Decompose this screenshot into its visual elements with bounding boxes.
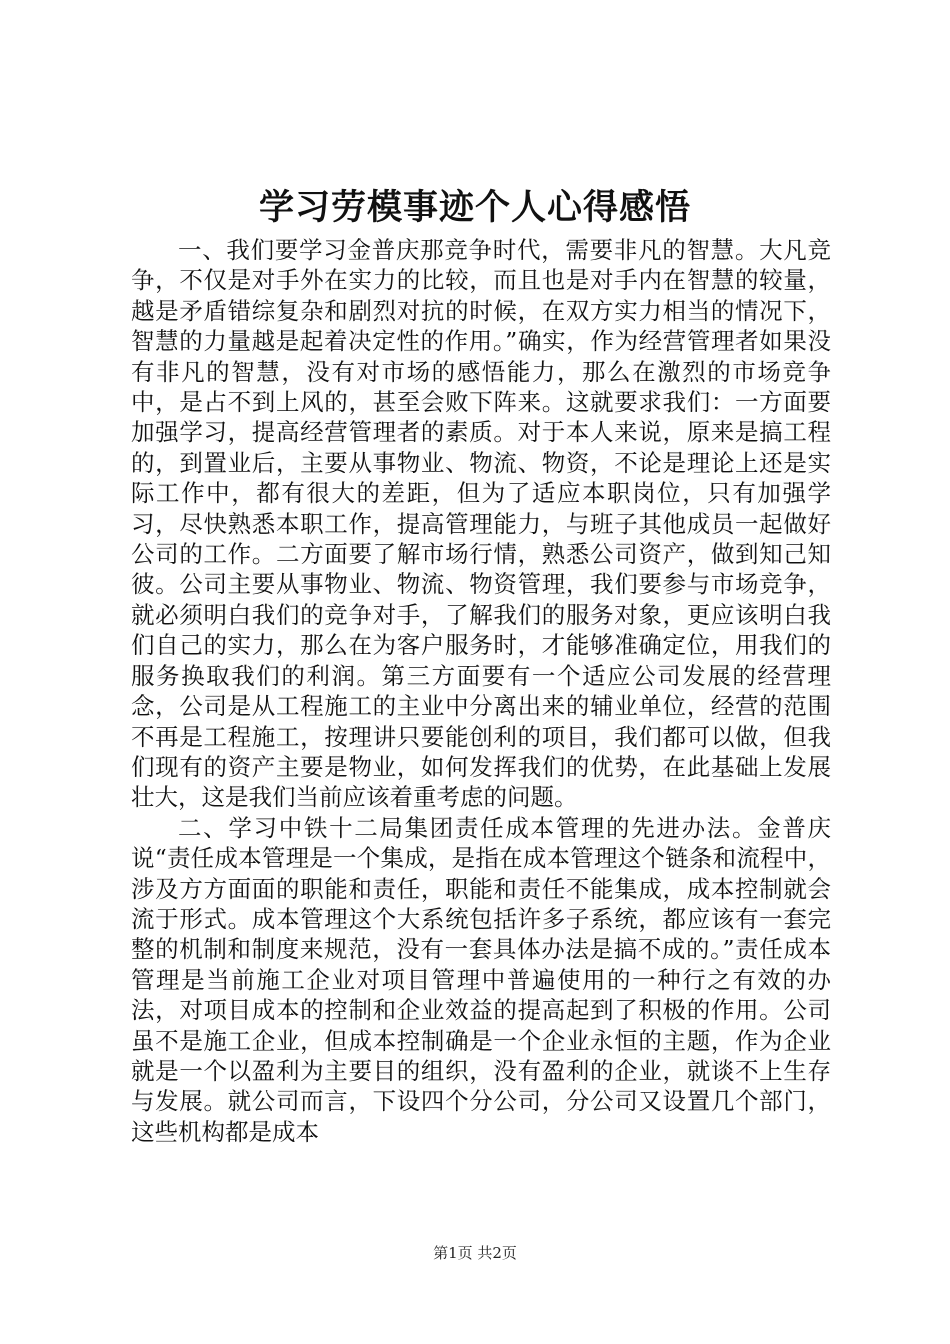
paragraph-2: 二、学习中铁十二局集团责任成本管理的先进办法。金普庆说“责任成本管理是一个集成，是指在成本管理这个链条和流程中，涉及方方面面的职能和责任，职能和责任不能集成，成本控制就会流于形式。成本管理这个大系统包括许多子系统，都应该有一套完整的机制和制度来规范，没有一套具体办法是搞不成的。”责任成本管理是当前施工企业对项目管理中普遍使用的一种行之有效的办法，对项目成本的控制和企业效益的提高起到了积极的作用。公司虽不是施工企业，但成本控制确是一个企业永恒的主题，作为企业就是一个以盈利为主要目的组织，没有盈利的企业，就谈不上生存与发展。就公司而言，下设四个分公司，分公司又设置几个部门，这些机构都是成本 [131,813,831,1146]
paragraph-1: 一、我们要学习金普庆那竞争时代，需要非凡的智慧。大凡竞争，不仅是对手外在实力的比较，而且也是对手内在智慧的较量，越是矛盾错综复杂和剧烈对抗的时候，在双方实力相当的情况下，智慧的力量越是起着决定性的作用。”确实，作为经营管理者如果没有非凡的智慧，没有对市场的感悟能力，那么在激烈的市场竞争中，是占不到上风的，甚至会败下阵来。这就要求我们：一方面要加强学习，提高经营管理者的素质。对于本人来说，原来是搞工程的，到置业后，主要从事物业、物流、物资，不论是理论上还是实际工作中，都有很大的差距，但为了适应本职岗位，只有加强学习，尽快熟悉本职工作，提高管理能力，与班子其他成员一起做好公司的工作。二方面要了解市场行情，熟悉公司资产，做到知己知彼。公司主要从事物业、物流、物资管理，我们要参与市场竞争，就必须明白我们的竞争对手，了解我们的服务对象，更应该明白我们自己的实力，那么在为客户服务时，才能够准确定位，用我们的服务换取我们的利润。第三方面要有一个适应公司发展的经营理念，公司是从工程施工的主业中分离出来的辅业单位，经营的范围不再是工程施工，按理讲只要能创利的项目，我们都可以做，但我们现有的资产主要是物业，如何发挥我们的优势，在此基础上发展壮大，这是我们当前应该着重考虑的问题。 [131,236,831,812]
page-number-footer: 第1页 共2页 [433,1244,517,1262]
document-body [131,235,831,1147]
page-title: 学习劳模事迹个人心得感悟 [258,187,691,228]
